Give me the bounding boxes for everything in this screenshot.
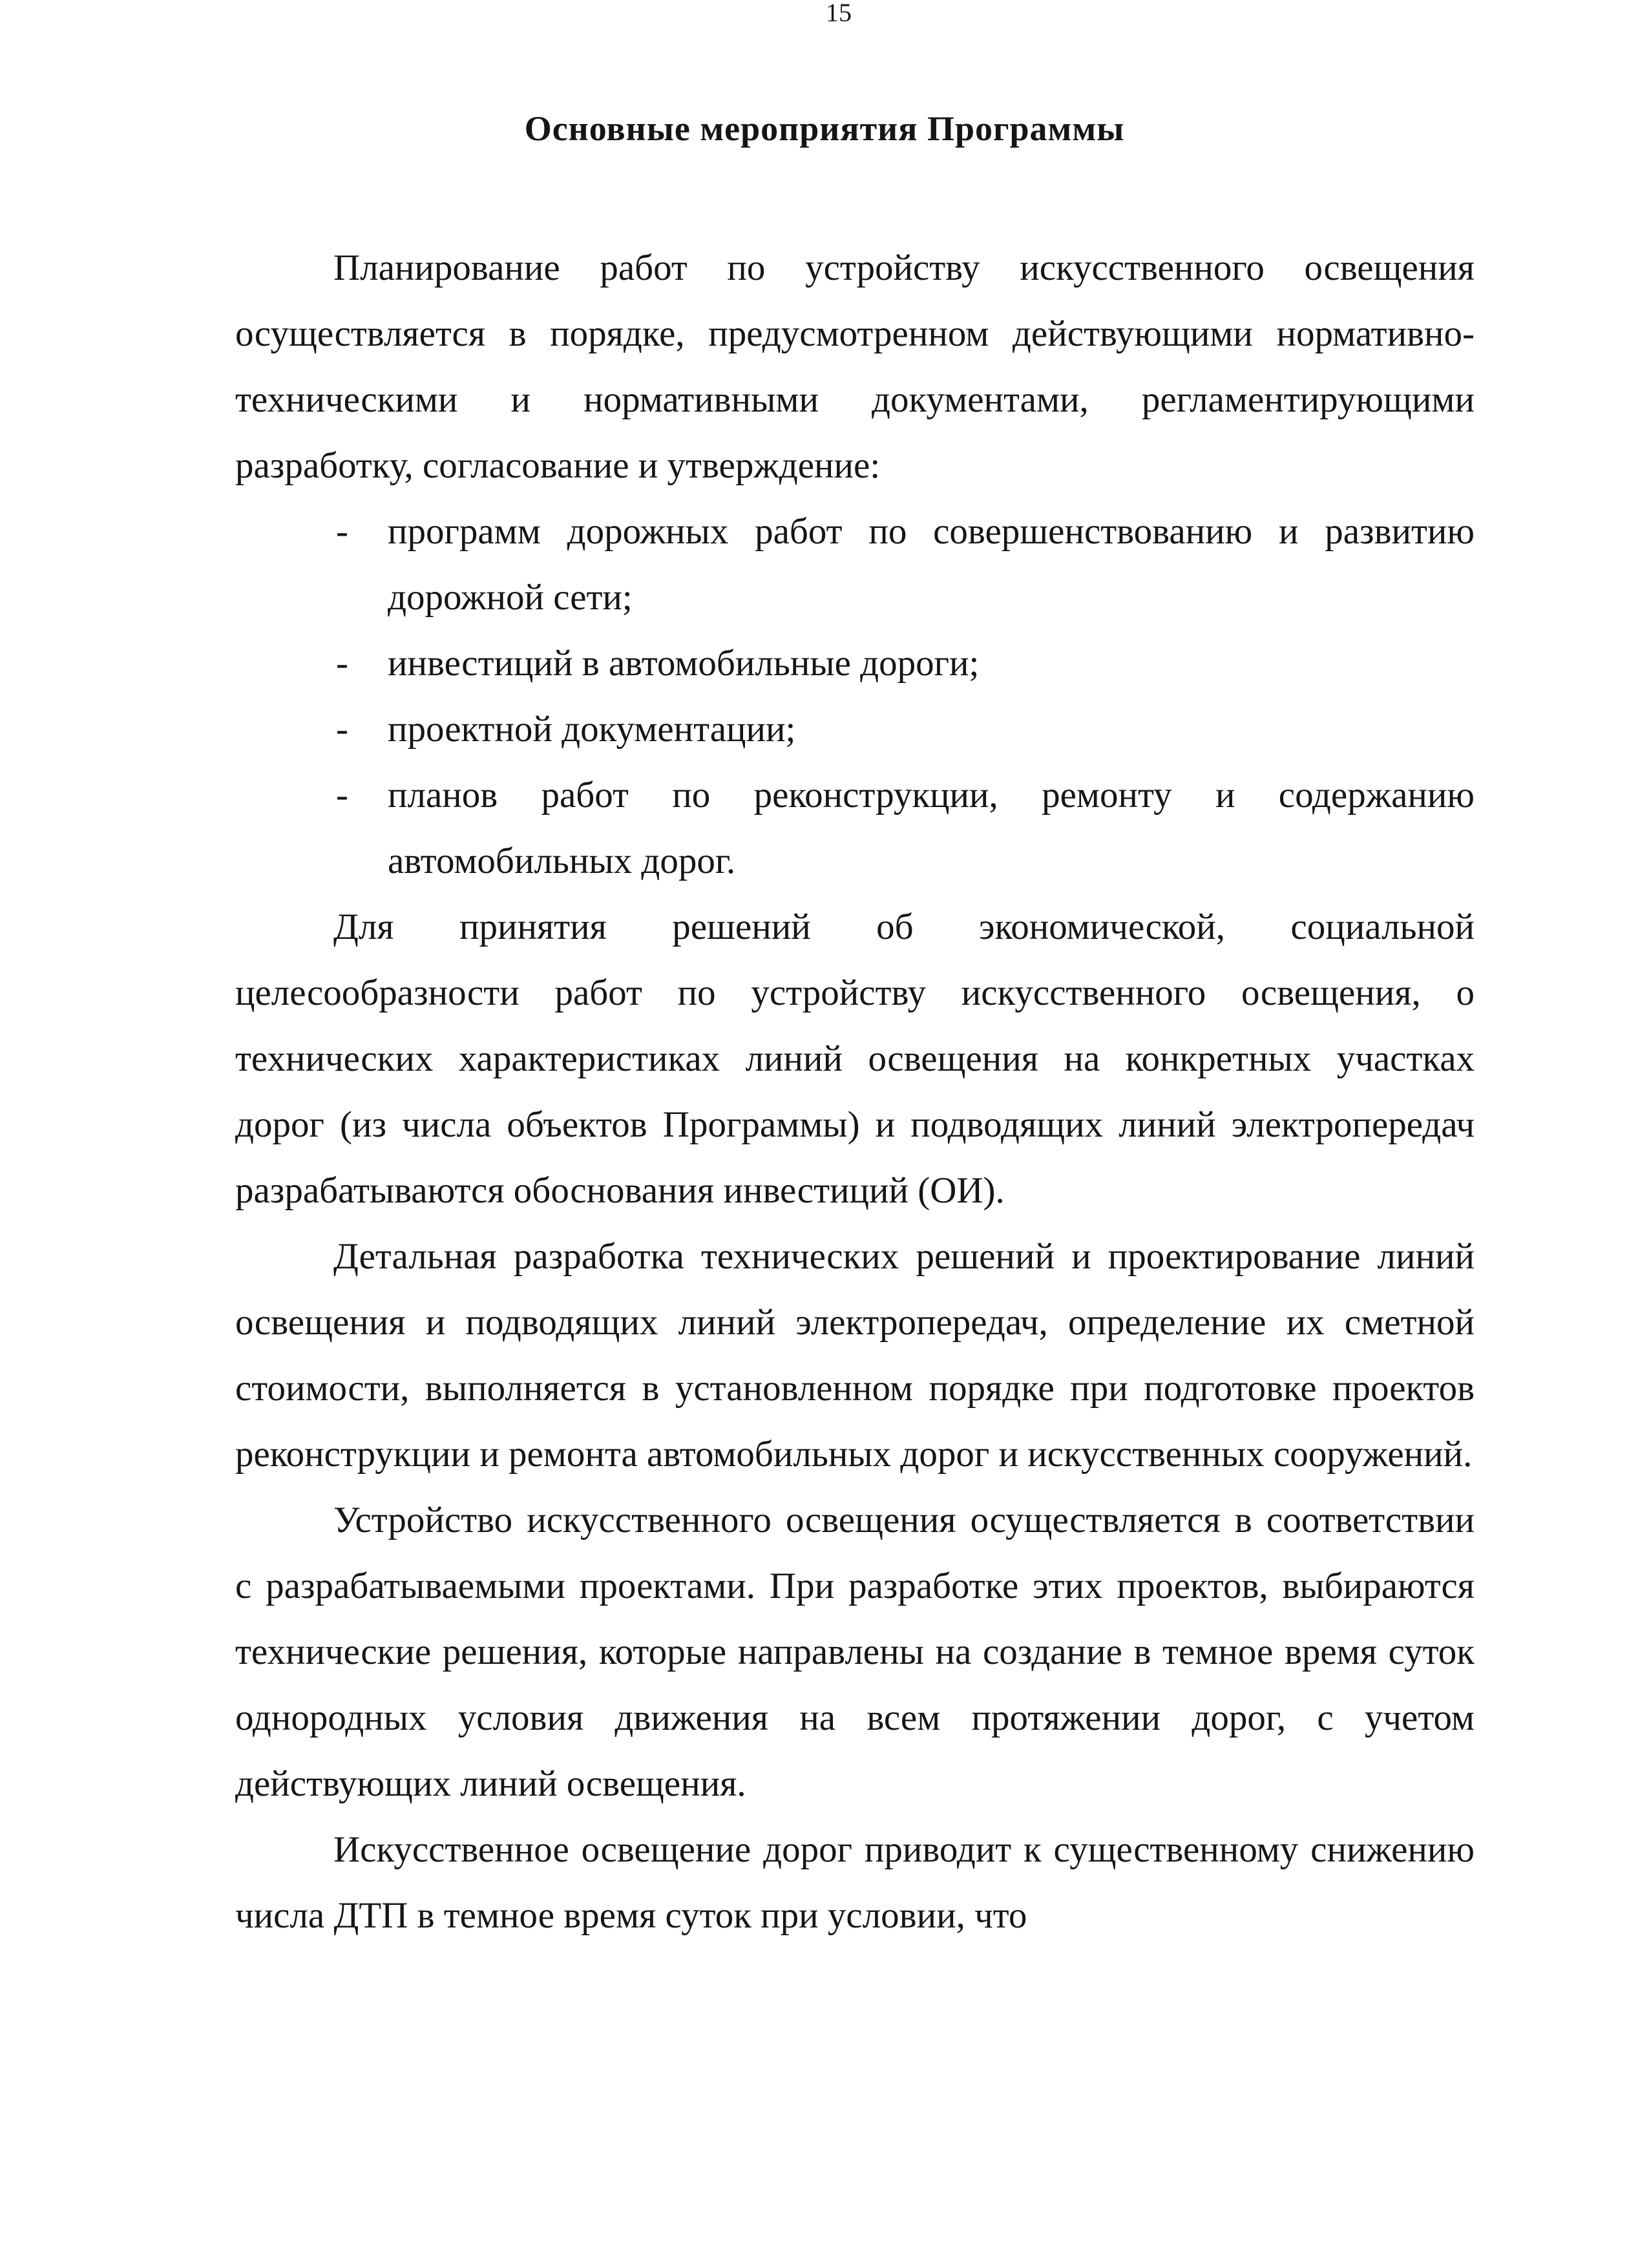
list-item: - проектной документации; xyxy=(388,697,1475,762)
intro-paragraph: Планирование работ по устройству искусственного освещения осуществляется в порядке, предусмотренном действующими нормативно-техническими и нормативными документами, регламентирующими разработку, согласование и утверждение: xyxy=(235,247,1475,486)
list-item: - планов работ по реконструкции, ремонту и содержанию автомобильных дорог. xyxy=(388,762,1475,894)
page-title: Основные мероприятия Программы xyxy=(524,109,1125,148)
paragraph-lighting-installation: Устройство искусственного освещения осуществляется в соответствии с разрабатываемыми проектами. При разработке этих проектов, выбираются технические решения, которые направлены на создание в темное время суток однородных условия движения на всем протяжении дорог, с учетом действующих линий освещения. xyxy=(235,1500,1475,1804)
paragraph-detailed-design: Детальная разработка технических решений и проектирование линий освещения и подводящих линий электропередач, определение их сметной стоимости, выполняется в установленном порядке при подготовке проектов реконструкции и ремонта автомобильных дорог и искусственных сооружений. xyxy=(235,1236,1475,1475)
list-item: - программ дорожных работ по совершенствованию и развитию дорожной сети; xyxy=(388,499,1475,631)
document-list xyxy=(235,499,1475,894)
paragraph-investment-justification: Для принятия решений об экономической, социальной целесообразности работ по устройству искусственного освещения, о технических характеристиках линий освещения на конкретных участках дорог (из числа объектов Программы) и подводящих линий электропередач разрабатываются обоснования инвестиций (ОИ). xyxy=(235,907,1475,1211)
page-number: 15 xyxy=(826,0,852,27)
paragraph-accident-reduction: Искусственное освещение дорог приводит к существенному снижению числа ДТП в темное время суток при условии, что xyxy=(235,1829,1475,1936)
list-item: - инвестиций в автомобильные дороги; xyxy=(388,631,1475,697)
document-body xyxy=(235,235,1475,1949)
